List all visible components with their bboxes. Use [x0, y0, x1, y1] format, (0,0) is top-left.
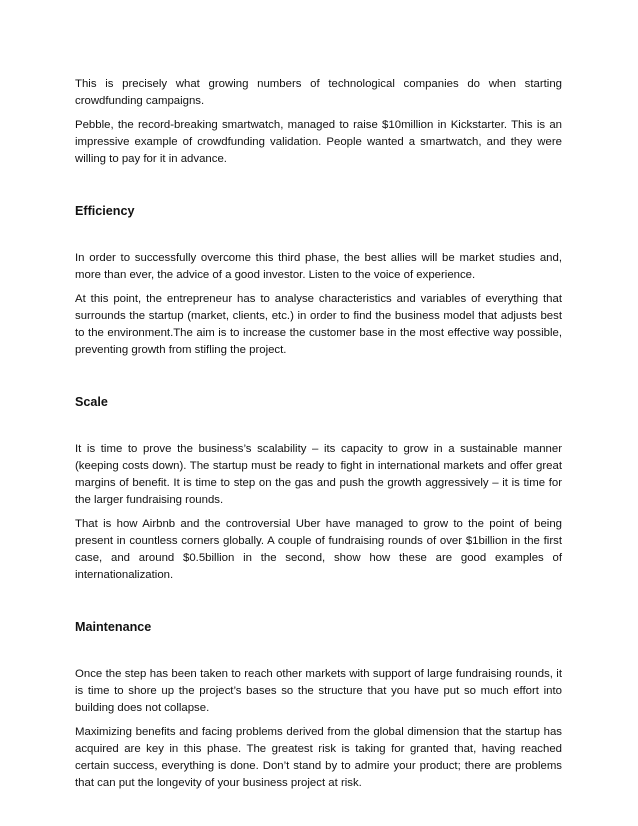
intro-paragraph-1: This is precisely what growing numbers of technological companies do when starting crowdfunding campaigns. — [75, 78, 562, 107]
document-body — [75, 76, 562, 799]
maintenance-paragraph-1: Once the step has been taken to reach other markets with support of large fundraising rounds, it is time to shore up the project’s bases so the structure that you have put so much effort into building does not collapse. — [75, 668, 562, 714]
spacer — [75, 175, 562, 203]
spacer — [75, 366, 562, 394]
scale-paragraph-1: It is time to prove the business’s scalability – its capacity to grow in a sustainable manner (keeping costs down). The startup must be ready to fight in international markets and offer great margins of benefit. It is time to step on the gas and push the growth aggressively – it is time for the larger fundraising rounds. — [75, 443, 562, 506]
maintenance-paragraph-2: Maximizing benefits and facing problems derived from the global dimension that the startup has acquired are key in this phase. The greatest risk is taking for granted that, having reached certain success, everything is done. Don’t stand by to admire your product; there are problems that can put the longevity of your business project at risk. — [75, 726, 562, 789]
intro-paragraph-2: Pebble, the record-breaking smartwatch, managed to raise $10million in Kickstarter. This is an impressive example of crowdfunding validation. People wanted a smartwatch, and they were willing to pay for it in advance. — [75, 119, 562, 165]
scale-paragraph-2: That is how Airbnb and the controversial Uber have managed to grow to the point of being present in countless corners globally. A couple of fundraising rounds of over $1billion in the first case, and around $0.5billion in the second, show how these are good examples of internationalization. — [75, 518, 562, 581]
section-heading-scale: Scale — [75, 395, 108, 409]
efficiency-paragraph-2: At this point, the entrepreneur has to analyse characteristics and variables of everything that surrounds the startup (market, clients, etc.) in order to find the business model that adjusts best to the environment.The aim is to increase the customer base in the most effective way possible, preventing growth from stifling the project. — [75, 293, 562, 356]
spacer — [75, 636, 562, 666]
spacer — [75, 591, 562, 619]
spacer — [75, 220, 562, 250]
section-heading-maintenance: Maintenance — [75, 620, 152, 634]
spacer — [75, 411, 562, 441]
efficiency-paragraph-1: In order to successfully overcome this third phase, the best allies will be market studies and, more than ever, the advice of a good investor. Listen to the voice of experience. — [75, 252, 562, 281]
section-heading-efficiency: Efficiency — [75, 204, 135, 218]
